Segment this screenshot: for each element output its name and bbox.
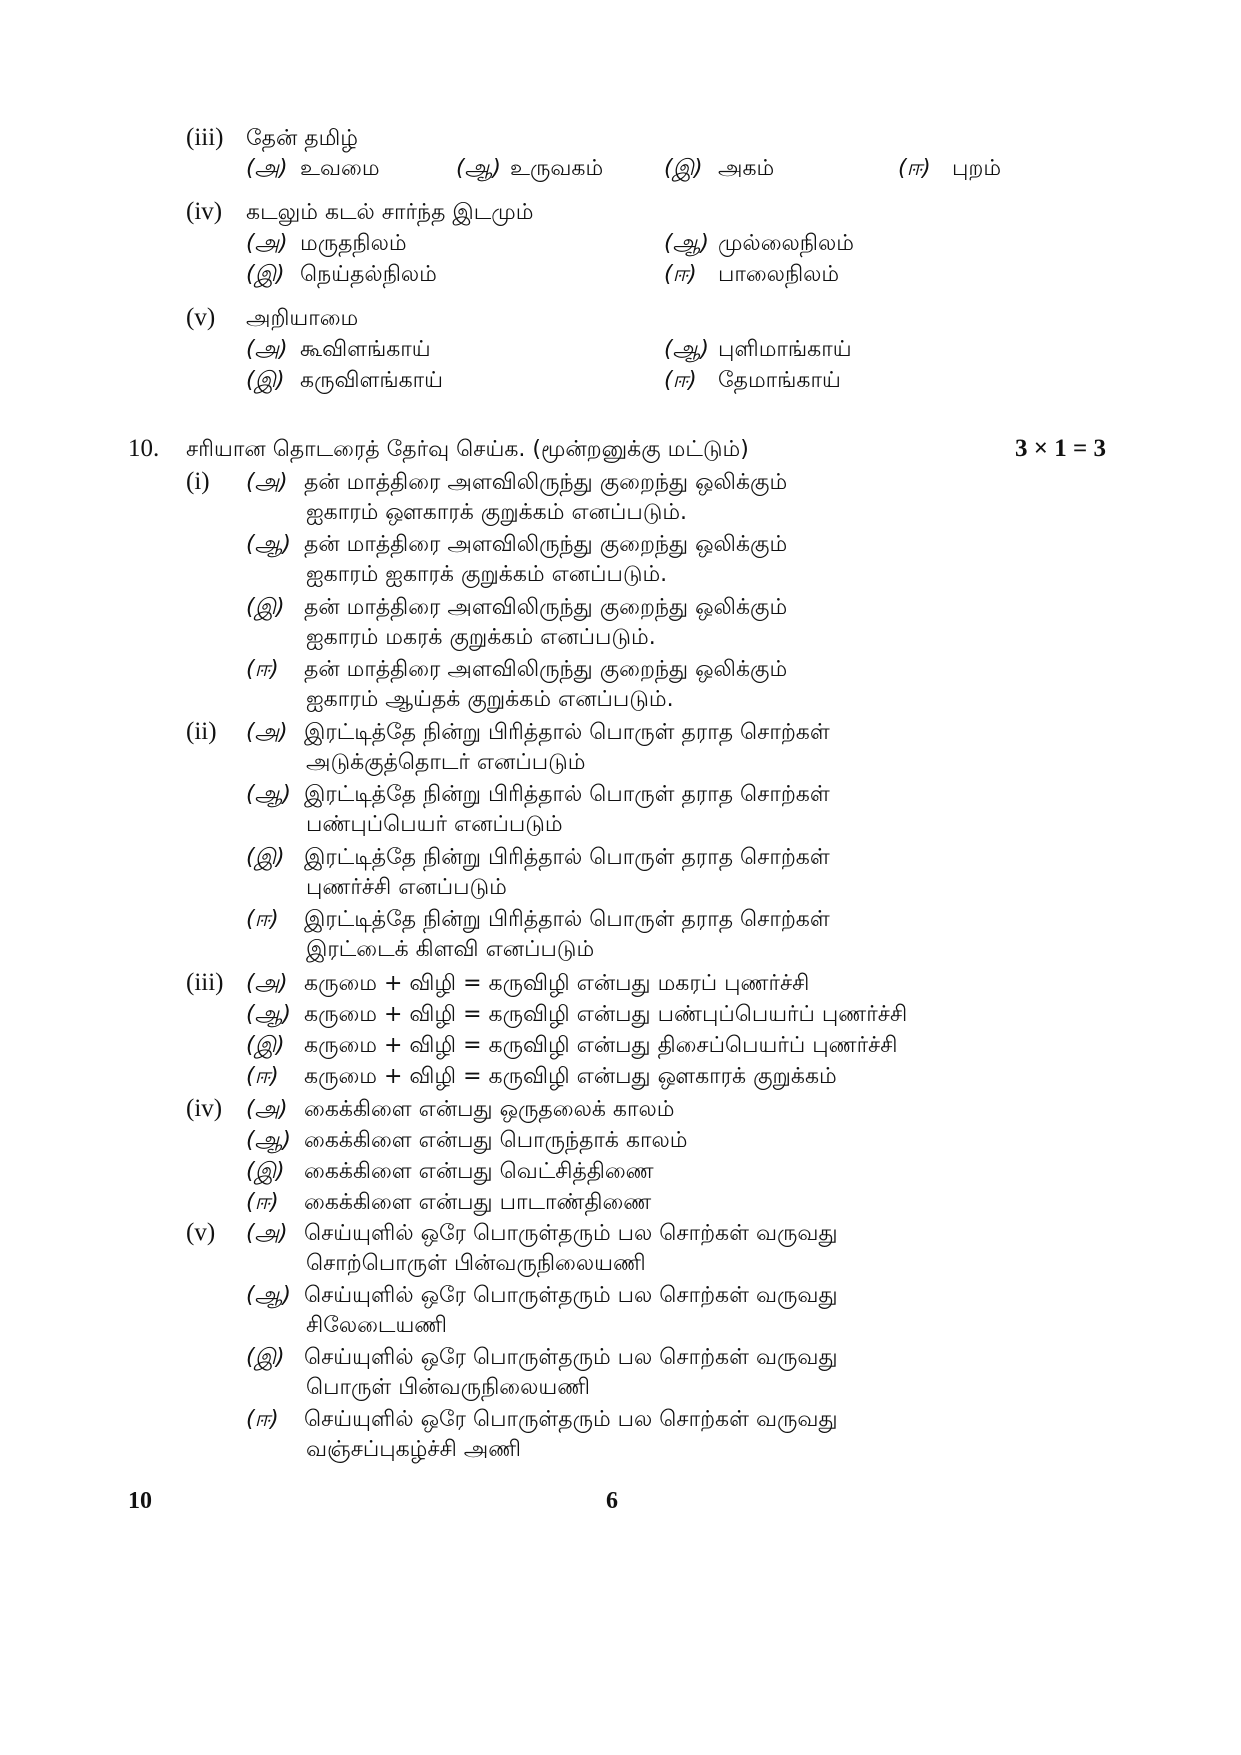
q9-iv-option-aa: (ஆ) முல்லைநிலம் xyxy=(664,231,854,256)
q9-iii-option-a: (அ) உவமை xyxy=(246,156,380,181)
q9-v-option-i: (இ) கருவிளங்காய் xyxy=(246,368,444,393)
q9-v-number: (v) xyxy=(186,304,216,331)
q9-v-option-ii: (ஈ) தேமாங்காய் xyxy=(664,368,841,393)
q10-v-option-i: (இ) செய்யுளில் ஒரே பொருள்தரும் பல சொற்கள் வருவது xyxy=(246,1345,838,1370)
q10-iii-option-ii: (ஈ) கருமை + விழி = கருவிழி என்பது ஔகாரக் குறுக்கம் xyxy=(246,1064,837,1089)
page-number: 6 xyxy=(606,1488,618,1514)
q9-iii-stem: தேன் தமிழ் xyxy=(246,126,358,151)
q10-i-option-ii-cont: ஐகாரம் ஆய்தக் குறுக்கம் எனப்படும். xyxy=(306,687,674,712)
q10-ii-option-ii-cont: இரட்டைக் கிளவி எனப்படும் xyxy=(306,937,595,962)
q9-iv-option-ii: (ஈ) பாலைநிலம் xyxy=(664,262,840,287)
q10-ii-option-ii: (ஈ) இரட்டித்தே நின்று பிரித்தால் பொருள் தராத சொற்கள் xyxy=(246,907,830,932)
q10-i-option-ii: (ஈ) தன் மாத்திரை அளவிலிருந்து குறைந்து ஒலிக்கும் xyxy=(246,657,788,682)
q10-v-option-aa-cont: சிலேடையணி xyxy=(306,1313,448,1338)
q9-iii-number: (iii) xyxy=(186,124,224,151)
q10-v-option-ii-cont: வஞ்சப்புகழ்ச்சி அணி xyxy=(306,1437,521,1462)
q10-ii-option-aa-cont: பண்புப்பெயர் எனப்படும் xyxy=(306,812,563,837)
q10-iv-option-ii: (ஈ) கைக்கிளை என்பது பாடாண்திணை xyxy=(246,1190,652,1215)
q10-i-option-i-cont: ஐகாரம் மகரக் குறுக்கம் எனப்படும். xyxy=(306,625,656,650)
q10-i-option-a-cont: ஐகாரம் ஔகாரக் குறுக்கம் எனப்படும். xyxy=(306,500,688,525)
q10-iv-option-i: (இ) கைக்கிளை என்பது வெட்சித்திணை xyxy=(246,1159,654,1184)
q9-iv-stem: கடலும் கடல் சார்ந்த இடமும் xyxy=(246,200,534,225)
q9-v-option-aa: (ஆ) புளிமாங்காய் xyxy=(664,337,852,362)
q10-ii-number: (ii) xyxy=(186,718,217,745)
q10-ii-option-a: (அ) இரட்டித்தே நின்று பிரித்தால் பொருள் தராத சொற்கள் xyxy=(246,720,830,745)
q10-ii-option-aa: (ஆ) இரட்டித்தே நின்று பிரித்தால் பொருள் தராத சொற்கள் xyxy=(246,782,830,807)
q10-v-option-a-cont: சொற்பொருள் பின்வருநிலையணி xyxy=(306,1251,646,1276)
q10-i-option-aa: (ஆ) தன் மாத்திரை அளவிலிருந்து குறைந்து ஒலிக்கும் xyxy=(246,532,788,557)
q10-iii-number: (iii) xyxy=(186,969,224,996)
q10-i-option-aa-cont: ஐகாரம் ஐகாரக் குறுக்கம் எனப்படும். xyxy=(306,562,668,587)
q10-iii-option-aa: (ஆ) கருமை + விழி = கருவிழி என்பது பண்புப்பெயர்ப் புணர்ச்சி xyxy=(246,1002,908,1027)
q10-v-option-i-cont: பொருள் பின்வருநிலையணி xyxy=(306,1375,590,1400)
q10-v-option-a: (அ) செய்யுளில் ஒரே பொருள்தரும் பல சொற்கள் வருவது xyxy=(246,1221,838,1246)
q10-iv-option-a: (அ) கைக்கிளை என்பது ஒருதலைக் காலம் xyxy=(246,1097,675,1122)
q9-iv-option-a: (அ) மருதநிலம் xyxy=(246,231,407,256)
q10-iv-number: (iv) xyxy=(186,1095,223,1122)
q10-marks: 3 × 1 = 3 xyxy=(1015,435,1106,462)
q9-iii-option-aa: (ஆ) உருவகம் xyxy=(456,156,604,181)
q9-iv-number: (iv) xyxy=(186,198,223,225)
q10-instruction: சரியான தொடரைத் தேர்வு செய்க. (மூன்றனுக்கு மட்டும்) xyxy=(186,437,749,462)
q9-iv-option-i: (இ) நெய்தல்நிலம் xyxy=(246,262,437,287)
q10-v-option-ii: (ஈ) செய்யுளில் ஒரே பொருள்தரும் பல சொற்கள் வருவது xyxy=(246,1407,838,1432)
q10-iii-option-a: (அ) கருமை + விழி = கருவிழி என்பது மகரப் புணர்ச்சி xyxy=(246,971,810,996)
q10-ii-option-i-cont: புணர்ச்சி எனப்படும் xyxy=(306,875,507,900)
q10-v-number: (v) xyxy=(186,1219,216,1246)
q10-iii-option-i: (இ) கருமை + விழி = கருவிழி என்பது திசைப்பெயர்ப் புணர்ச்சி xyxy=(246,1033,898,1058)
q9-iii-option-ii: (ஈ) புறம் xyxy=(898,156,1002,181)
q10-ii-option-i: (இ) இரட்டித்தே நின்று பிரித்தால் பொருள் தராத சொற்கள் xyxy=(246,845,830,870)
q10-ii-option-a-cont: அடுக்குத்தொடர் எனப்படும் xyxy=(306,750,586,775)
footer-code: 10 xyxy=(128,1488,152,1514)
q10-iv-option-aa: (ஆ) கைக்கிளை என்பது பொருந்தாக் காலம் xyxy=(246,1128,688,1153)
q10-i-number: (i) xyxy=(186,468,210,495)
q9-v-option-a: (அ) கூவிளங்காய் xyxy=(246,337,431,362)
q9-v-stem: அறியாமை xyxy=(246,306,359,331)
q10-i-option-a: (அ) தன் மாத்திரை அளவிலிருந்து குறைந்து ஒலிக்கும் xyxy=(246,470,788,495)
q10-number: 10. xyxy=(128,435,160,462)
q10-v-option-aa: (ஆ) செய்யுளில் ஒரே பொருள்தரும் பல சொற்கள் வருவது xyxy=(246,1283,838,1308)
q9-iii-option-i: (இ) அகம் xyxy=(664,156,775,181)
q10-i-option-i: (இ) தன் மாத்திரை அளவிலிருந்து குறைந்து ஒலிக்கும் xyxy=(246,595,788,620)
